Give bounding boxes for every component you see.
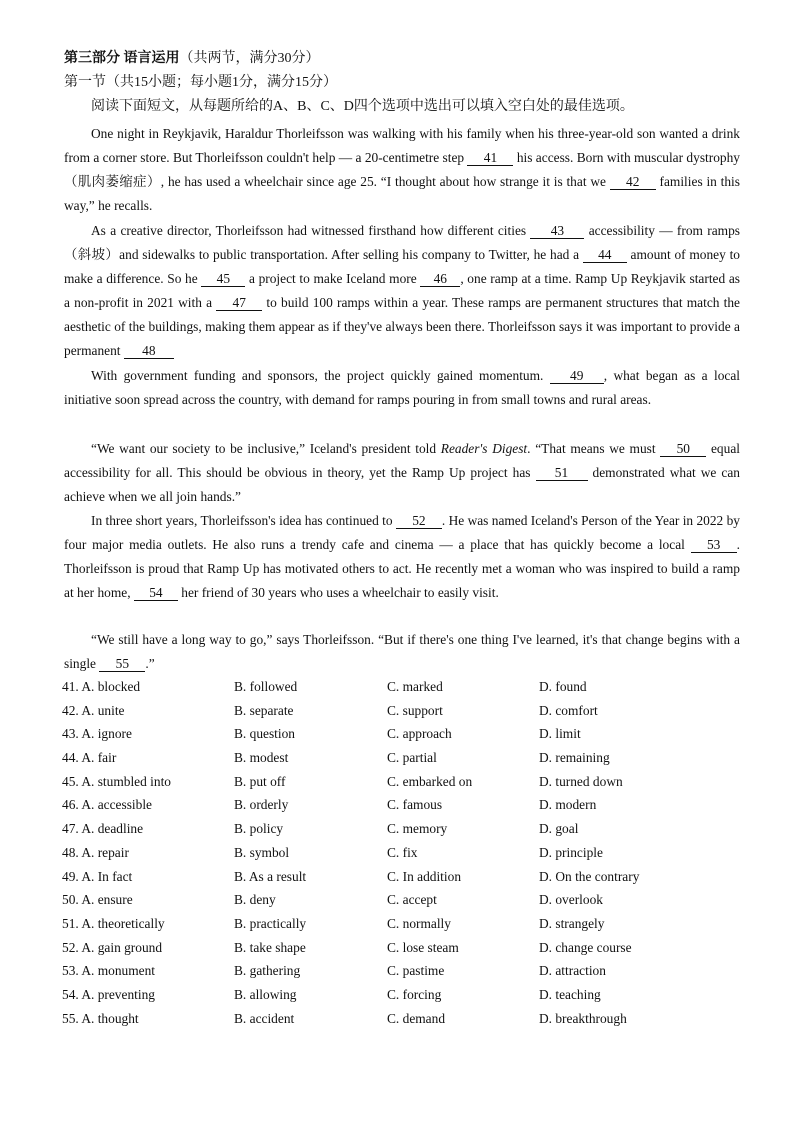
blank-43: 43 <box>530 223 584 239</box>
option-row <box>62 912 762 936</box>
passage-text: As a creative director, Thorleifsson had witnessed firsthand how different cities <box>91 223 531 238</box>
option-a: 48. A. repair <box>62 844 129 860</box>
option-a: 49. A. In fact <box>62 868 133 884</box>
option-a: 46. A. accessible <box>62 797 152 813</box>
option-c: C. embarked on <box>387 773 473 789</box>
passage-paragraph-1 <box>64 122 740 218</box>
passage-text: accessibility — from ramps（斜坡）and sidewalks to public transportation. After selling his company to Twitter, he had a <box>64 223 740 262</box>
option-d: D. principle <box>539 844 603 860</box>
passage-paragraph-4 <box>64 437 740 509</box>
option-b: B. accident <box>234 1010 295 1026</box>
option-b: B. separate <box>234 702 294 718</box>
option-c: C. marked <box>387 679 443 694</box>
blank-45: 45 <box>201 271 245 287</box>
option-b: B. deny <box>234 892 276 908</box>
option-c: C. normally <box>387 915 451 931</box>
blank-48: 48 <box>124 343 174 359</box>
option-row <box>62 959 762 983</box>
passage-text: “We still have a long way to go,” says Thorleifsson. “But if there's one thing I've learned, it's that change begins with a single <box>64 632 740 671</box>
option-b: B. followed <box>234 679 298 694</box>
passage-text: , one ramp at a time. Ramp Up Reykjavik started as a non-profit in 2021 with a <box>64 271 740 310</box>
option-c: C. support <box>387 702 443 718</box>
option-d: D. strangely <box>539 915 605 931</box>
option-row <box>62 793 762 817</box>
option-c: C. approach <box>387 726 452 742</box>
option-d: D. breakthrough <box>539 1010 627 1026</box>
answer-options <box>62 675 762 1030</box>
option-c: C. forcing <box>387 986 442 1002</box>
option-row <box>62 865 762 889</box>
option-row <box>62 699 762 723</box>
option-a: 42. A. unite <box>62 702 125 718</box>
option-d: D. On the contrary <box>539 868 640 884</box>
option-d: D. remaining <box>539 750 610 766</box>
option-d: D. change course <box>539 939 632 955</box>
passage-text: . He was named Iceland's Person of the Year in 2022 by four major media outlets. He also runs a trendy cafe and cinema — a place that has quickly become a local <box>64 513 740 552</box>
passage-text: to build 100 ramps within a year. These ramps are permanent structures that match the aesthetic of the buildings, making them appear as if they've always been there. Thorleifsson says it was important to provide a permanent <box>64 295 740 358</box>
passage-text: . “That means we must <box>527 441 661 456</box>
passage-text: “We want our society to be inclusive,” Iceland's president told <box>91 441 441 456</box>
passage-paragraph-2 <box>64 219 740 363</box>
part-title: 第三部分 语言运用 <box>64 51 180 66</box>
passage-paragraph-3 <box>64 364 740 412</box>
blank-50: 50 <box>660 441 706 457</box>
magazine-name: Reader's Digest <box>440 441 528 456</box>
option-row <box>62 888 762 912</box>
passage-text: a project to make Iceland more <box>245 271 421 286</box>
option-a: 52. A. gain ground <box>62 939 163 955</box>
passage-text: In three short years, Thorleifsson's idea has continued to <box>91 513 396 528</box>
option-c: C. partial <box>387 750 437 766</box>
option-a: 53. A. monument <box>62 963 155 979</box>
passage-text: .” <box>145 656 155 671</box>
option-b: B. allowing <box>234 986 297 1002</box>
option-c: C. In addition <box>387 868 462 884</box>
option-d: D. turned down <box>539 773 623 789</box>
option-b: B. symbol <box>234 844 290 860</box>
passage-text: With government funding and sponsors, the project quickly gained momentum. <box>91 368 550 383</box>
option-row <box>62 817 762 841</box>
option-row <box>62 1007 762 1031</box>
passage-text: equal accessibility for all. This should be obvious in theory, yet the Ramp Up project has <box>64 441 740 480</box>
option-c: C. memory <box>387 821 448 837</box>
option-row <box>62 841 762 865</box>
option-a: 51. A. theoretically <box>62 915 165 931</box>
option-d: D. limit <box>539 726 581 742</box>
option-d: D. goal <box>539 821 579 837</box>
option-b: B. policy <box>234 821 284 837</box>
option-d: D. attraction <box>539 963 606 979</box>
blank-44: 44 <box>583 247 627 263</box>
option-row <box>62 770 762 794</box>
option-c: C. accept <box>387 892 437 908</box>
passage-text: his access. Born with muscular dystrophy（肌肉萎缩症）, he has used a wheelchair since age 25. “I thought about how strange it is that we <box>64 150 740 189</box>
passage-text: her friend of 30 years who uses a wheelchair to easily visit. <box>177 585 499 600</box>
section-heading: 第一节（共15小题；每小题1分，满分15分） <box>64 75 337 90</box>
option-a: 43. A. ignore <box>62 726 132 742</box>
passage-text: , what began as a local initiative soon spread across the country, with demand for ramps pouring in from small towns and rural areas. <box>64 368 740 407</box>
option-b: B. gathering <box>234 963 301 979</box>
option-a: 54. A. preventing <box>62 986 155 1002</box>
option-row <box>62 722 762 746</box>
option-b: B. put off <box>234 773 286 789</box>
option-b: B. question <box>234 726 296 742</box>
option-row <box>62 746 762 770</box>
option-a: 41. A. blocked <box>62 679 141 694</box>
option-a: 55. A. thought <box>62 1010 139 1026</box>
option-a: 50. A. ensure <box>62 892 133 908</box>
part-note: （共两节，满分30分） <box>179 51 320 66</box>
passage-paragraph-6 <box>64 628 740 676</box>
option-d: D. comfort <box>539 702 598 718</box>
blank-49: 49 <box>550 368 604 384</box>
option-a: 44. A. fair <box>62 750 117 766</box>
option-c: C. famous <box>387 797 443 813</box>
option-b: B. orderly <box>234 797 289 813</box>
option-row <box>62 675 762 699</box>
blank-47: 47 <box>216 295 262 311</box>
option-a: 45. A. stumbled into <box>62 773 171 789</box>
passage-text: One night in Reykjavik, Haraldur Thorleifsson was walking with his family when his three-year-old son wanted a drink from a corner store. But Thorleifsson couldn't help — a 20-centimetre step <box>64 126 740 165</box>
blank-46: 46 <box>420 271 460 287</box>
option-b: B. modest <box>234 750 289 766</box>
passage-text: families in this way,” he recalls. <box>64 174 740 213</box>
blank-55: 55 <box>99 656 145 672</box>
option-c: C. lose steam <box>387 939 459 955</box>
instruction-text: 阅读下面短文，从每题所给的A、B、C、D四个选项中选出可以填入空白处的最佳选项。 <box>91 99 634 114</box>
blank-41: 41 <box>467 150 513 166</box>
option-d: D. teaching <box>539 986 601 1002</box>
blank-52: 52 <box>396 513 442 529</box>
option-c: C. demand <box>387 1010 446 1026</box>
part-heading <box>64 49 320 69</box>
passage-paragraph-5 <box>64 509 740 605</box>
passage-text: amount of money to make a difference. So he <box>64 247 740 286</box>
blank-42: 42 <box>610 174 656 190</box>
option-d: D. overlook <box>539 892 603 908</box>
option-a: 47. A. deadline <box>62 821 144 837</box>
option-d: D. modern <box>539 797 597 813</box>
passage-text: demonstrated what we can achieve when we all join hands.” <box>64 465 740 504</box>
blank-51: 51 <box>536 465 588 481</box>
blank-54: 54 <box>134 585 178 601</box>
option-d: D. found <box>539 679 587 694</box>
option-row <box>62 983 762 1007</box>
option-c: C. pastime <box>387 963 445 979</box>
option-b: B. As a result <box>234 868 307 884</box>
blank-53: 53 <box>691 537 737 553</box>
option-b: B. practically <box>234 915 307 931</box>
option-c: C. fix <box>387 844 418 860</box>
passage-text: . Thorleifsson is proud that Ramp Up has motivated others to act. He recently met a woman who was inspired to build a ramp at her home, <box>64 537 740 600</box>
option-row <box>62 936 762 960</box>
option-b: B. take shape <box>234 939 306 955</box>
